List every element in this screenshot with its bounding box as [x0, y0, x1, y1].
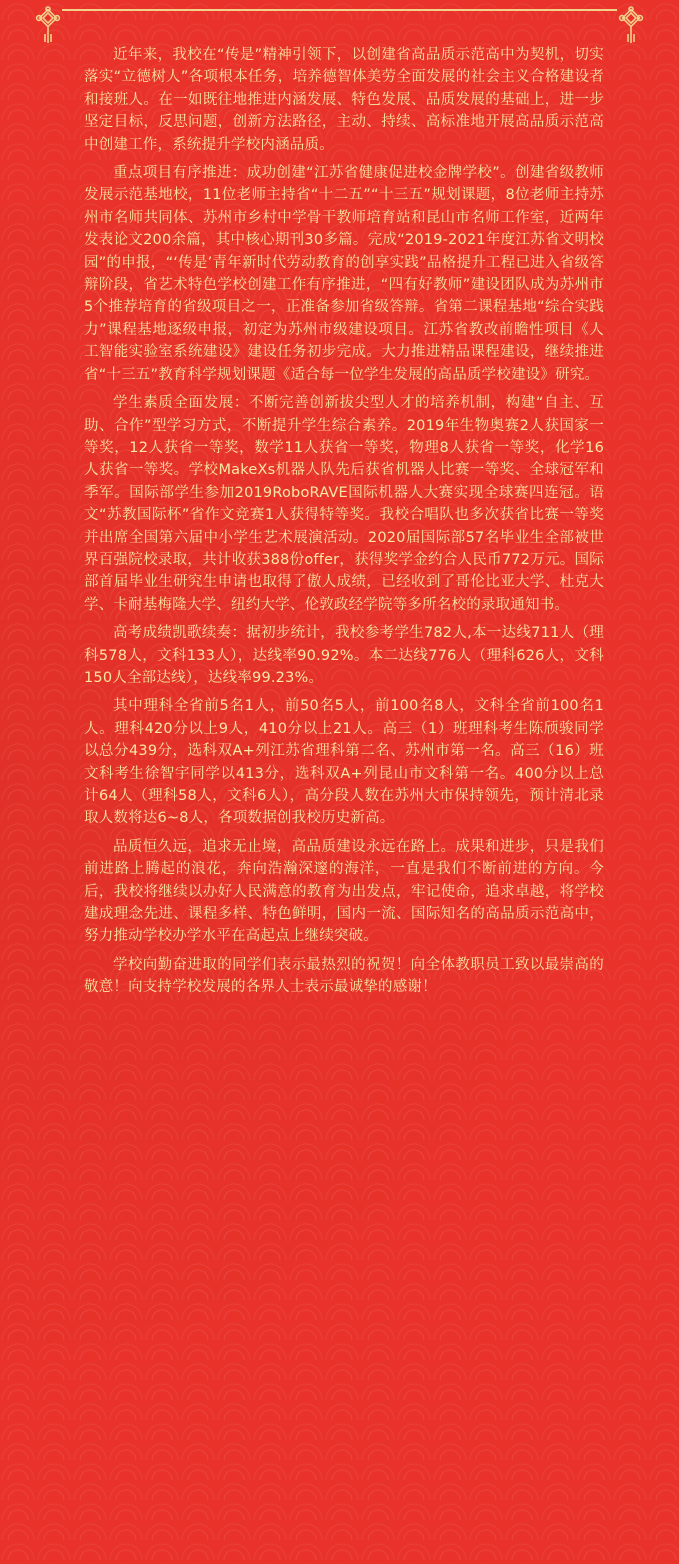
- paragraph-key-projects: 重点项目有序推进：成功创建“江苏省健康促进校金牌学校”。创建省级教师发展示范基地校，11位老师主持省“十二五”“十三五”规划课题，8位老师主持苏州市名师共同体、苏州市乡村中学骨干教师培育站和昆山市名师工作室，近两年发表论文200余篇，其中核心期刊30多篇。完成“2019-2021年度江苏省文明校园”的申报，“‘传是’青年新时代劳动教育的创享实践”品格提升工程已进入省级答辩阶段，省艺术特色学校创建工作有序推进，“四有好教师”建设团队成为苏州市5个推荐培育的省级项目之一，正准备参加省级答辩。省第二课程基地“综合实践力”课程基地逐级申报，初定为苏州市级建设项目。江苏省教改前瞻性项目《人工智能实验室系统建设》建设任务初步完成。大力推进精品课程建设，继续推进省“十三五”教育科学规划课题《适合每一位学生发展的高品质学校建设》研究。: [84, 165, 604, 383]
- chinese-knot-icon: [34, 6, 62, 44]
- chinese-knot-icon: [617, 6, 645, 44]
- top-divider: [62, 9, 617, 11]
- paragraph-intro: 近年来，我校在“传是”精神引领下，以创建省高品质示范高中为契机，切实落实“立德树人”各项根本任务，培养德智体美劳全面发展的社会主义合格建设者和接班人。在一如既往地推进内涵发展、特色发展、品质发展的基础上，进一步坚定目标，反思问题，创新方法路径，主动、持续、高标准地开展高品质示范高中创建工作，系统提升学校内涵品质。: [84, 47, 604, 153]
- article-body: [84, 44, 604, 999]
- paragraph-thanks: 学校向勤奋进取的同学们表示最热烈的祝贺！向全体教职员工致以最崇高的敬意！向支持学校发展的各界人士表示最诚挚的感谢！: [84, 956, 604, 996]
- paragraph-outlook: 品质恒久远，追求无止境，高品质建设永远在路上。成果和进步，只是我们前进路上腾起的浪花，奔向浩瀚深邃的海洋，一直是我们不断前进的方向。今后，我校将继续以办好人民满意的教育为出发点，牢记使命，追求卓越，将学校建成理念先进、课程多样、特色鲜明，国内一流、国际知名的高品质示范高中，努力推动学校办学水平在高起点上继续突破。: [84, 838, 604, 945]
- paragraph-student-development: 学生素质全面发展：不断完善创新拔尖型人才的培养机制，构建“自主、互助、合作”型学习方式，不断提升学生综合素养。2019年生物奥赛2人获国家一等奖，12人获省一等奖，数学11人获省一等奖，物理8人获省一等奖，化学16人获省一等奖。学校MakeXs机器人队先后获省机器人比赛一等奖、全球冠军和季军。国际部学生参加2019RoboRAVE国际机器人大赛实现全球赛四连冠。语文“苏教国际杯”省作文竞赛1人获得特等奖。我校合唱队也多次获省比赛一等奖并出席全国第六届中小学生艺术展演活动。2020届国际部57名毕业生全部被世界百强院校录取，共计收获388份offer，获得奖学金约合人民币772万元。国际部首届毕业生研究生申请也取得了傲人成绩，已经收到了哥伦比亚大学、杜克大学、卡耐基梅隆大学、纽约大学、伦敦政经学院等多所名校的录取通知书。: [84, 395, 604, 613]
- paragraph-gaokao-results: 高考成绩凯歌续奏：据初步统计，我校参考学生782人,本一达线711人（理科578人，文科133人），达线率90.92%。本二达线776人（理科626人，文科150人全部达线），达线率99.23%。: [84, 625, 604, 686]
- paragraph-top-rankings: 其中理科全省前5名1人，前50名5人，前100名8人，文科全省前100名1人。理科420分以上9人，410分以上21人。高三（1）班理科考生陈颀骏同学以总分439分，选科双A+列江苏省理科第二名、苏州市第一名。高三（16）班文科考生徐智宇同学以413分，选科双A+列昆山市文科第一名。400分以上总计64人（理科58人，文科6人），高分段人数在苏州大市保持领先，预计清北录取人数将达6~8人，各项数据创我校历史新高。: [84, 698, 604, 827]
